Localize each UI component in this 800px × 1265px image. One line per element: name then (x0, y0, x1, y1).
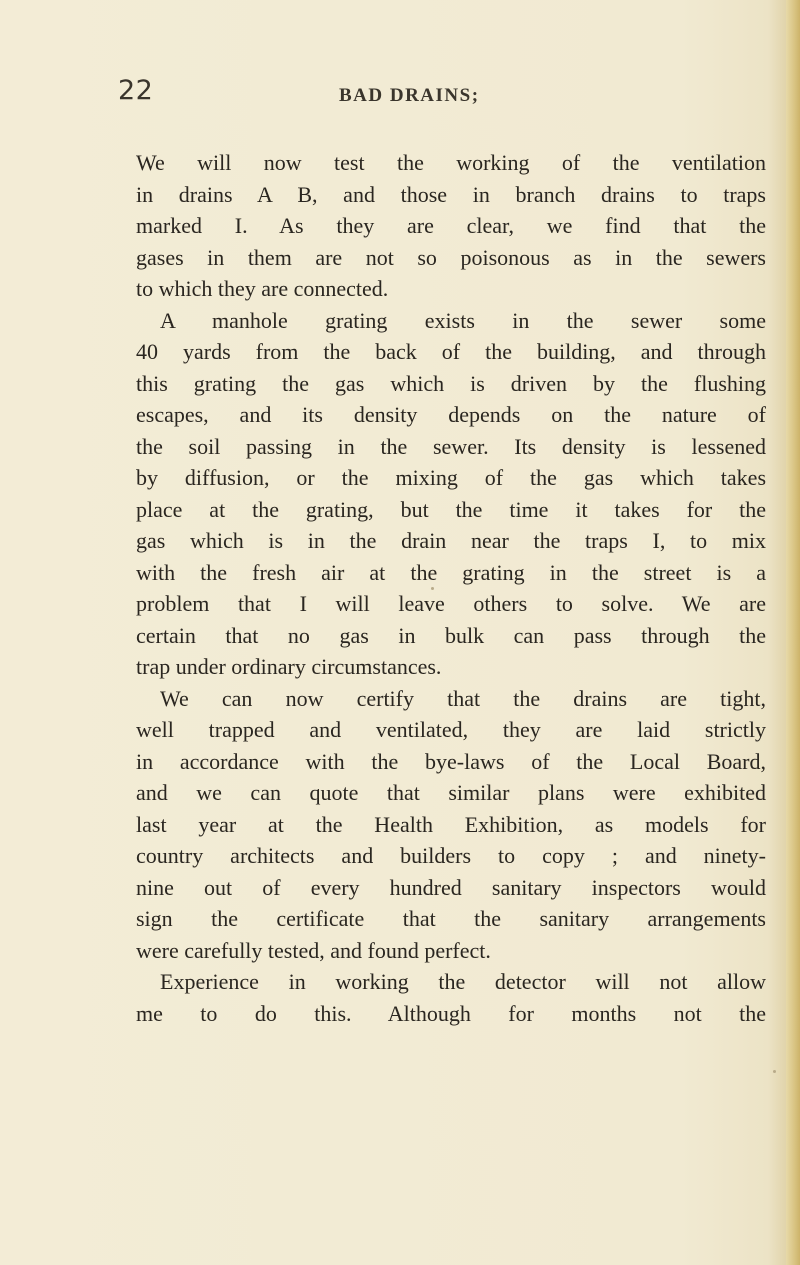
text-line: place at the grating, but the time it takes for the (136, 496, 766, 522)
text-line: gases in them are not so poisonous as in the sewers (136, 244, 766, 270)
text-line: certain that no gas in bulk can pass through the (136, 622, 766, 648)
text-line: A manhole grating exists in the sewer some (160, 307, 766, 333)
text-line: nine out of every hundred sanitary inspectors would (136, 874, 766, 900)
text-line: were carefully tested, and found perfect. (136, 937, 491, 963)
text-line: in drains A B, and those in branch drains to traps (136, 181, 766, 207)
text-line: We will now test the working of the ventilation (136, 150, 766, 175)
text-line: gas which is in the drain near the traps I, to mix (136, 528, 766, 553)
text-line: to which they are connected. (136, 276, 389, 301)
text-line: with the fresh air at the grating in the street is a (136, 559, 766, 585)
text-line: Experience in working the detector will not allow (160, 969, 766, 994)
text-line: well trapped and ventilated, they are laid strictly (136, 717, 766, 742)
text-line: problem that I will leave others to solve. We are (136, 591, 766, 616)
page-number: 22 (118, 75, 154, 106)
text-line: country architects and builders to copy ; and ninety- (136, 843, 766, 868)
paper-speck (431, 587, 434, 590)
text-line: sign the certificate that the sanitary arrangements (136, 906, 766, 931)
paper-speck (773, 1070, 776, 1073)
text-line: by diffusion, or the mixing of the gas which takes (136, 465, 766, 490)
text-line: the soil passing in the sewer. Its density is lessened (136, 433, 766, 459)
text-line: and we can quote that similar plans were exhibited (136, 780, 766, 805)
text-line: in accordance with the bye-laws of the Local Board, (136, 748, 766, 774)
text-line: We can now certify that the drains are tight, (160, 685, 766, 711)
text-line: marked I. As they are clear, we find that the (136, 213, 766, 238)
text-line: escapes, and its density depends on the nature of (136, 402, 766, 427)
text-line: 40 yards from the back of the building, and through (136, 339, 766, 364)
text-line: this grating the gas which is driven by the flushing (136, 370, 766, 396)
body-text (136, 147, 766, 1029)
text-line: last year at the Health Exhibition, as models for (136, 811, 766, 837)
running-head: BAD DRAINS; (339, 85, 480, 106)
text-line: trap under ordinary circumstances. (136, 654, 442, 679)
page-header (118, 76, 768, 116)
page-edge-shadow (786, 0, 800, 1265)
text-line: me to do this. Although for months not the (136, 1000, 766, 1026)
